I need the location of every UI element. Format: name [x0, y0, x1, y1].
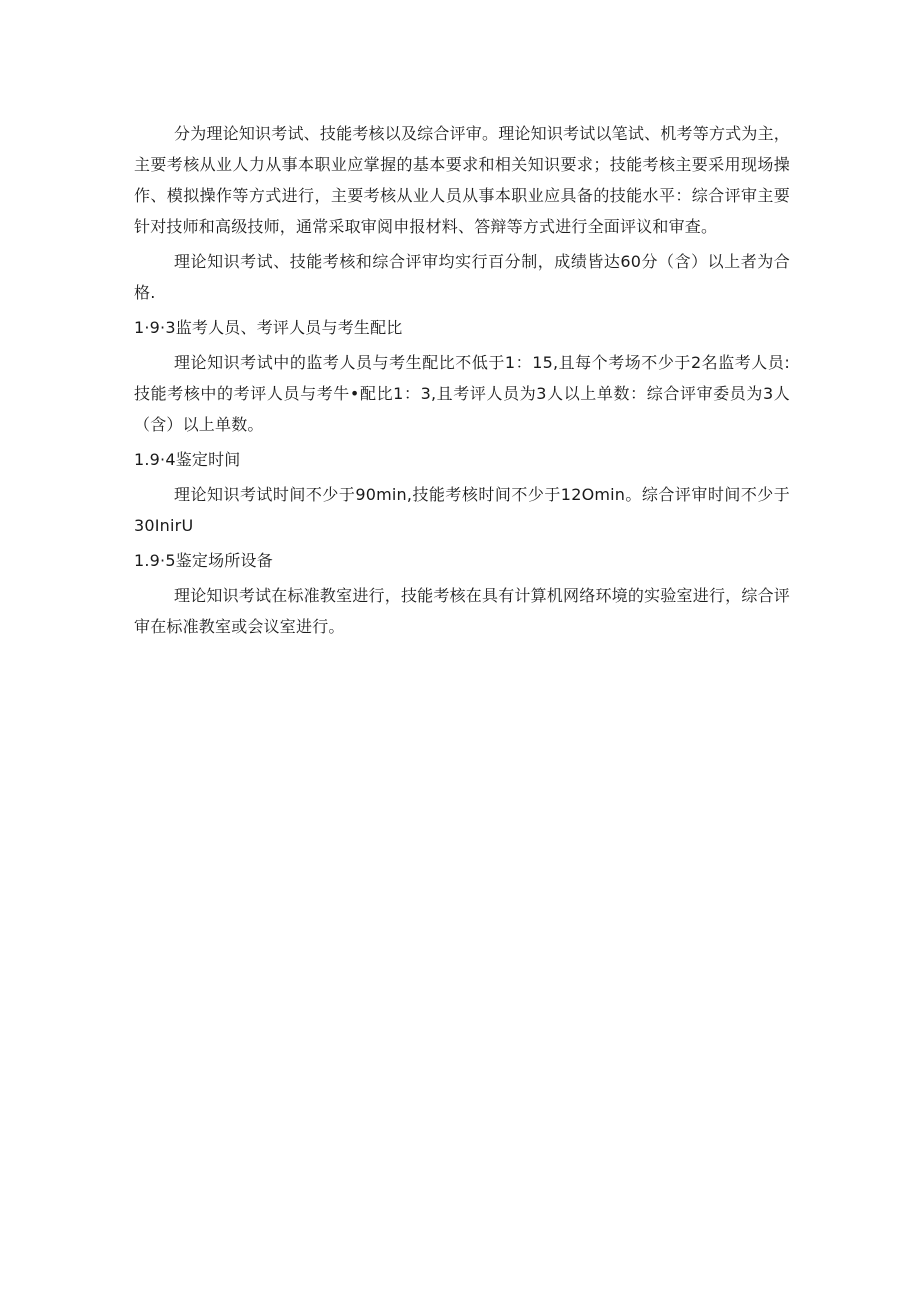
paragraph-staff-ratio: 理论知识考试中的监考人员与考生配比不低于1：15,且每个考场不少于2名监考人员:技能考核中的考评人员与考牛•配比1：3,且考评人员为3人以上单数：综合评审委员为3人（含）以上单数。	[134, 353, 790, 434]
paragraph-venue-equipment: 理论知识考试在标准教室进行，技能考核在具有计算机网络环境的实验室进行，综合评审在标准教室或会议室进行。	[134, 586, 790, 636]
paragraph-scoring: 理论知识考试、技能考核和综合评审均实行百分制，成绩皆达60分（含）以上者为合格.	[134, 252, 790, 302]
section-heading-1-9-4: 1.9·4鉴定时间	[134, 450, 241, 469]
paragraph-duration: 理论知识考试时间不少于90min,技能考核时间不少于12Omin。综合评审时间不少于30InirU	[134, 485, 790, 535]
section-heading-1-9-3: 1·9·3监考人员、考评人员与考生配比	[134, 318, 403, 337]
paragraph-assessment-methods: 分为理论知识考试、技能考核以及综合评审。理论知识考试以笔试、机考等方式为主，主要考核从业人力从事本职业应掌握的基本要求和相关知识要求；技能考核主要采用现场操作、模拟操作等方式进行，主要考核从业人员从事本职业应具备的技能水平：综合评审主要针对技师和高级技师，通常采取审阅申报材料、答辩等方式进行全面评议和审查。	[134, 124, 790, 236]
document-body	[134, 118, 790, 642]
section-heading-1-9-5: 1.9·5鉴定场所设备	[134, 551, 273, 570]
